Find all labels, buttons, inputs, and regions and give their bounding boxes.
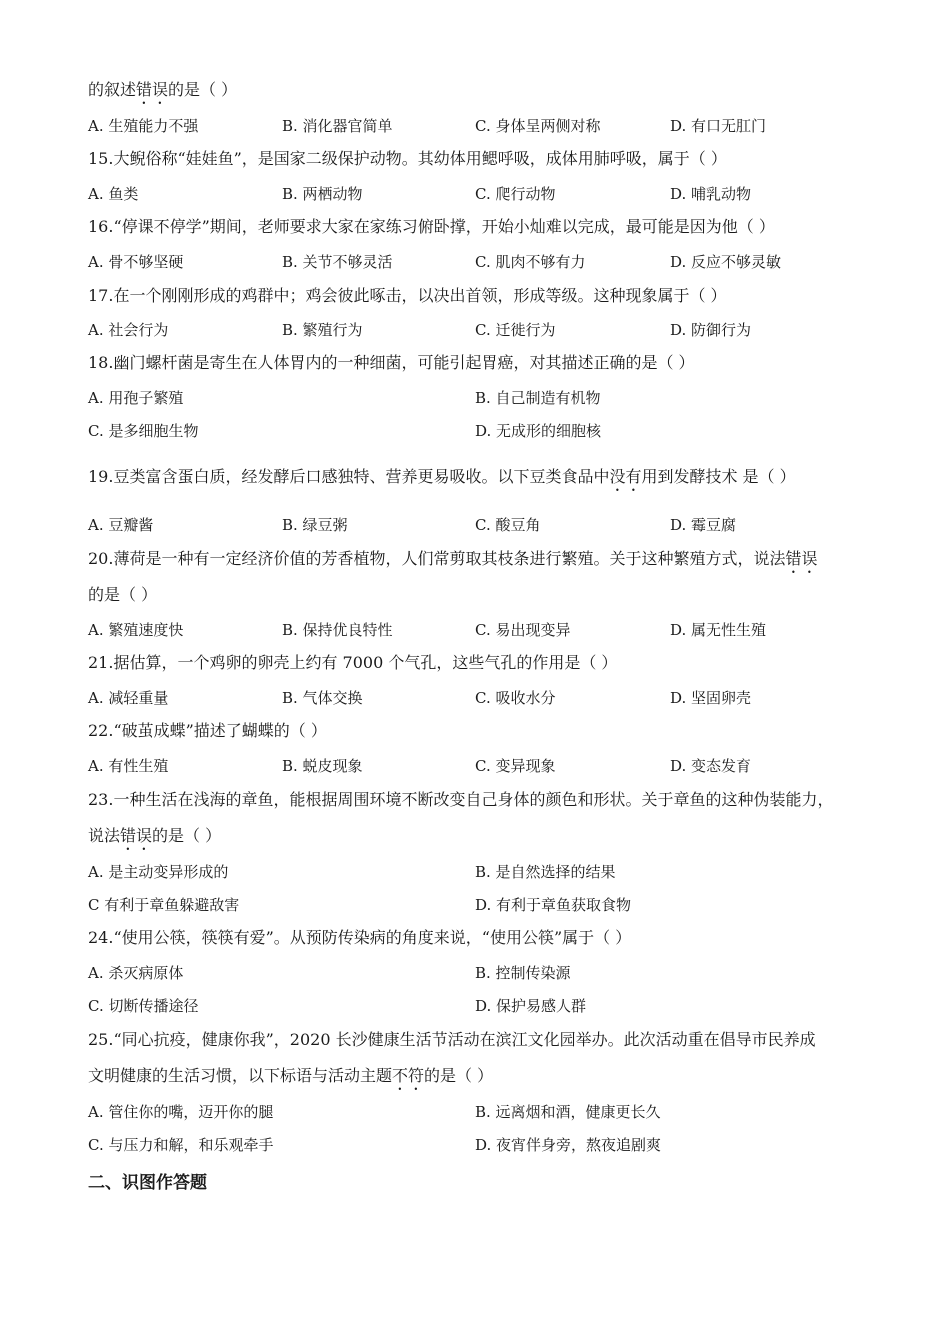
- q22-option-a[interactable]: A. 有性生殖: [88, 757, 169, 775]
- q15-option-d[interactable]: D. 哺乳动物: [670, 185, 752, 203]
- q20-option-c[interactable]: C. 易出现变异: [475, 621, 571, 639]
- q18-option-c[interactable]: C. 是多细胞生物: [88, 422, 199, 440]
- q14-option-c[interactable]: C. 身体呈两侧对称: [475, 117, 601, 135]
- q17-stem: 17.在一个刚刚形成的鸡群中；鸡会彼此啄击，以决出首领，形成等级。这种现象属于（ ）: [88, 286, 727, 305]
- q14-option-d[interactable]: D. 有口无肛门: [670, 117, 767, 135]
- q25-stem-line1: 25.“同心抗疫，健康你我”，2020 长沙健康生活节活动在滨江文化园举办。此次活动重在倡导市民养成: [88, 1030, 816, 1049]
- q15-option-a[interactable]: A. 鱼类: [88, 185, 139, 203]
- q25-option-d[interactable]: D. 夜宵伴身旁，熬夜追剧爽: [475, 1136, 662, 1154]
- q18-option-d[interactable]: D. 无成形的细胞核: [475, 422, 602, 440]
- q25-stem-line2: 文明健康的生活习惯，以下标语与活动主题不符的是（ ）: [88, 1066, 494, 1085]
- q23-option-c[interactable]: C 有利于章鱼躲避敌害: [88, 896, 240, 914]
- q19-option-c[interactable]: C. 酸豆角: [475, 516, 541, 534]
- q23-option-a[interactable]: A. 是主动变异形成的: [88, 863, 229, 881]
- q23-option-d[interactable]: D. 有利于章鱼获取食物: [475, 896, 632, 914]
- q15-stem: 15.大鲵俗称“娃娃鱼”，是国家二级保护动物。其幼体用鳃呼吸，成体用肺呼吸，属于（ ）: [88, 149, 727, 168]
- q17-option-c[interactable]: C. 迁徙行为: [475, 321, 556, 339]
- q15-option-b[interactable]: B. 两栖动物: [282, 185, 363, 203]
- q18-option-b[interactable]: B. 自己制造有机物: [475, 389, 601, 407]
- q21-stem: 21.据估算，一个鸡卵的卵壳上约有 7000 个气孔，这些气孔的作用是（ ）: [88, 653, 618, 672]
- q18-option-a[interactable]: A. 用孢子繁殖: [88, 389, 184, 407]
- q17-option-b[interactable]: B. 繁殖行为: [282, 321, 363, 339]
- q19-option-d[interactable]: D. 霉豆腐: [670, 516, 737, 534]
- q24-option-d[interactable]: D. 保护易感人群: [475, 997, 587, 1015]
- q24-stem: 24.“使用公筷，筷筷有爱”。从预防传染病的角度来说，“使用公筷”属于（ ）: [88, 928, 632, 947]
- q19-option-b[interactable]: B. 绿豆粥: [282, 516, 348, 534]
- q22-option-b[interactable]: B. 蜕皮现象: [282, 757, 363, 775]
- q20-stem-line2: 的是（ ）: [88, 585, 158, 604]
- q20-option-d[interactable]: D. 属无性生殖: [670, 621, 767, 639]
- q16-stem: 16.“停课不停学”期间，老师要求大家在家练习俯卧撑，开始小灿难以完成，最可能是因为他（ ）: [88, 217, 775, 236]
- q16-option-b[interactable]: B. 关节不够灵活: [282, 253, 393, 271]
- q22-option-d[interactable]: D. 变态发育: [670, 757, 752, 775]
- q21-option-b[interactable]: B. 气体交换: [282, 689, 363, 707]
- q24-option-c[interactable]: C. 切断传播途径: [88, 997, 199, 1015]
- q14-option-b[interactable]: B. 消化器官简单: [282, 117, 393, 135]
- q25-option-a[interactable]: A. 管住你的嘴，迈开你的腿: [88, 1103, 274, 1121]
- q20-stem-line1: 20.薄荷是一种有一定经济价值的芳香植物，人们常剪取其枝条进行繁殖。关于这种繁殖方式，说法错误: [88, 549, 818, 568]
- q20-option-a[interactable]: A. 繁殖速度快: [88, 621, 184, 639]
- q19-option-a[interactable]: A. 豆瓣酱: [88, 516, 154, 534]
- q16-option-c[interactable]: C. 肌肉不够有力: [475, 253, 586, 271]
- q14-option-a[interactable]: A. 生殖能力不强: [88, 117, 199, 135]
- q16-option-d[interactable]: D. 反应不够灵敏: [670, 253, 782, 271]
- q24-option-a[interactable]: A. 杀灭病原体: [88, 964, 184, 982]
- q24-option-b[interactable]: B. 控制传染源: [475, 964, 571, 982]
- q16-option-a[interactable]: A. 骨不够坚硬: [88, 253, 184, 271]
- section-2-title: 二、识图作答题: [88, 1173, 207, 1193]
- q25-option-c[interactable]: C. 与压力和解，和乐观牵手: [88, 1136, 274, 1154]
- q18-stem: 18.幽门螺杆菌是寄生在人体胃内的一种细菌，可能引起胃癌，对其描述正确的是（ ）: [88, 353, 695, 372]
- q17-option-d[interactable]: D. 防御行为: [670, 321, 752, 339]
- q14-stem: 的叙述错误的是（ ）: [88, 80, 238, 99]
- q22-stem: 22.“破茧成蝶”描述了蝴蝶的（ ）: [88, 721, 327, 740]
- q15-option-c[interactable]: C. 爬行动物: [475, 185, 556, 203]
- q25-option-b[interactable]: B. 远离烟和酒，健康更长久: [475, 1103, 661, 1121]
- q19-stem: 19.豆类富含蛋白质，经发酵后口感独特、营养更易吸收。以下豆类食品中没有用到发酵技术 是（ ）: [88, 467, 796, 486]
- q20-option-b[interactable]: B. 保持优良特性: [282, 621, 393, 639]
- q22-option-c[interactable]: C. 变异现象: [475, 757, 556, 775]
- q21-option-c[interactable]: C. 吸收水分: [475, 689, 556, 707]
- q23-stem-line2: 说法错误的是（ ）: [88, 826, 222, 845]
- q17-option-a[interactable]: A. 社会行为: [88, 321, 169, 339]
- q21-option-a[interactable]: A. 减轻重量: [88, 689, 169, 707]
- q21-option-d[interactable]: D. 坚固卵壳: [670, 689, 752, 707]
- q23-stem-line1: 23.一种生活在浅海的章鱼，能根据周围环境不断改变自己身体的颜色和形状。关于章鱼的这种伪装能力，: [88, 790, 834, 809]
- q23-option-b[interactable]: B. 是自然选择的结果: [475, 863, 616, 881]
